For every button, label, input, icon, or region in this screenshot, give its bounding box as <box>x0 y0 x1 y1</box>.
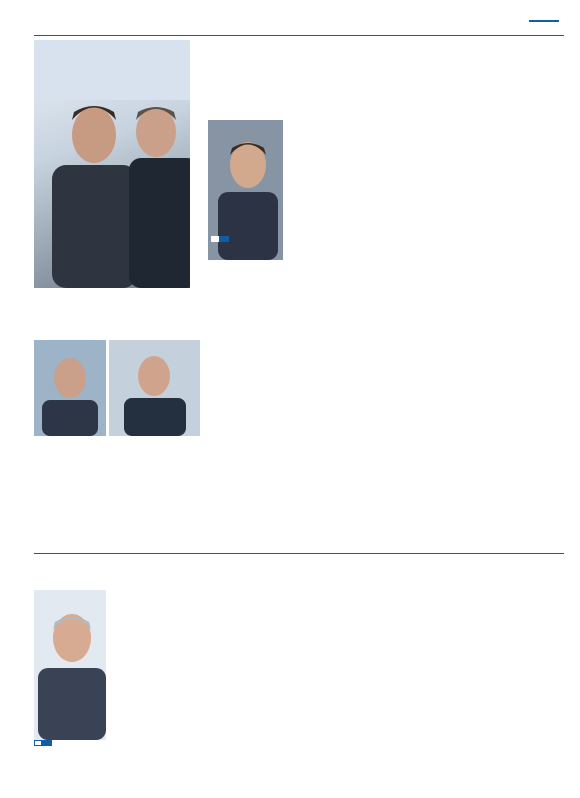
photo-mid-right <box>109 340 200 436</box>
votes-top <box>211 236 229 242</box>
votes-top-count <box>211 236 219 242</box>
header-right <box>529 20 564 22</box>
photo-top-left <box>34 40 190 288</box>
photo-mid-left <box>34 340 106 436</box>
section-divider <box>34 553 564 554</box>
page-header <box>0 0 580 36</box>
section-label <box>529 20 559 22</box>
header-rule <box>34 35 564 36</box>
votes-bottom-pct <box>42 740 52 746</box>
votes-bottom <box>34 740 52 746</box>
votes-top-pct <box>219 236 229 242</box>
header-date <box>34 25 38 31</box>
photo-antonetti <box>34 590 106 740</box>
votes-bottom-count <box>34 740 42 746</box>
